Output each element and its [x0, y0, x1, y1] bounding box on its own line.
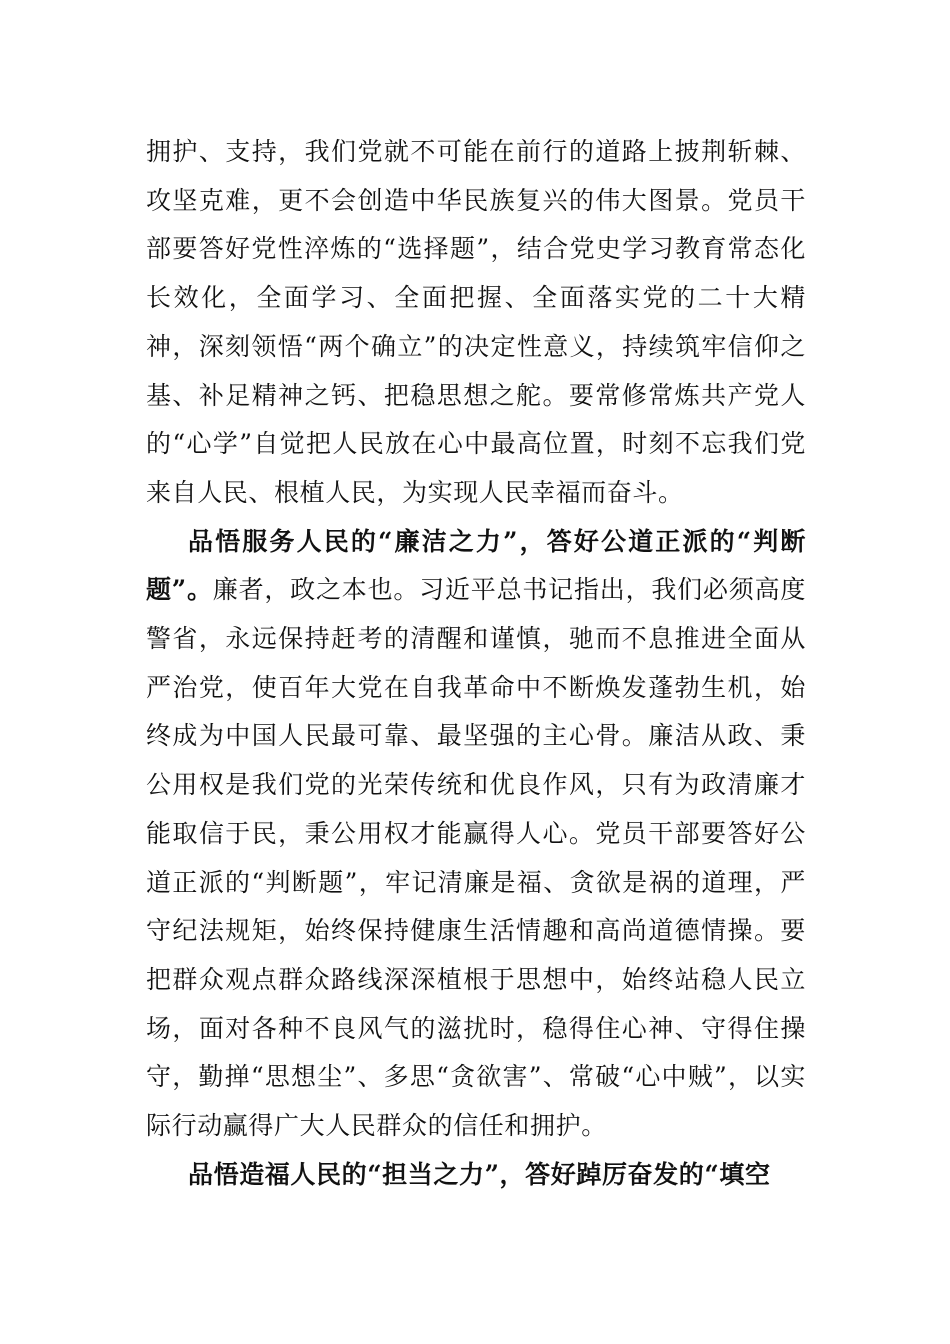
- paragraph-2-body: 廉者，政之本也。习近平总书记指出，我们必须高度警省，永远保持赶考的清醒和谨慎，驰而不息推进全面从严治党，使百年大党在自我革命中不断焕发蓬勃生机，始终成为中国人民最可靠、最坚强的主心骨。廉洁从政、秉公用权是我们党的光荣传统和优良作风，只有为政清廉才能取信于民，秉公用权才能赢得人心。党员干部要答好公道正派的“判断题”，牢记清廉是福、贪欲是祸的道理，严守纪法规矩，始终保持健康生活情趣和高尚道德情操。要把群众观点群众路线深深植根于思想中，始终站稳人民立场，面对各种不良风气的滋扰时，稳得住心神、守得住操守，勤掸“思想尘”、多思“贪欲害”、常破“心中贼”，以实际行动赢得广大人民群众的信任和拥护。: [146, 575, 806, 1141]
- paragraph-3-lead: 品悟造福人民的“担当之力”，答好踔厉奋发的“填空: [188, 1159, 771, 1189]
- document-page: [146, 128, 806, 1199]
- paragraph-1-body: 拥护、支持，我们党就不可能在前行的道路上披荆斩棘、攻坚克难，更不会创造中华民族复兴的伟大图景。党员干部要答好党性淬炼的“选择题”，结合党史学习教育常态化长效化，全面学习、全面把握、全面落实党的二十大精神，深刻领悟“两个确立”的决定性意义，持续筑牢信仰之基、补足精神之钙、把稳思想之舵。要常修常炼共产党人的“心学”自觉把人民放在心中最高位置，时刻不忘我们党来自人民、根植人民，为实现人民幸福而奋斗。: [146, 137, 806, 507]
- paragraph-2: [146, 518, 806, 1151]
- paragraph-3: [146, 1151, 806, 1200]
- paragraph-1: [146, 128, 806, 518]
- paragraph-2-lead: 品悟服务人民的“廉洁之力”，答好公道正派的“判断题”。: [146, 526, 806, 605]
